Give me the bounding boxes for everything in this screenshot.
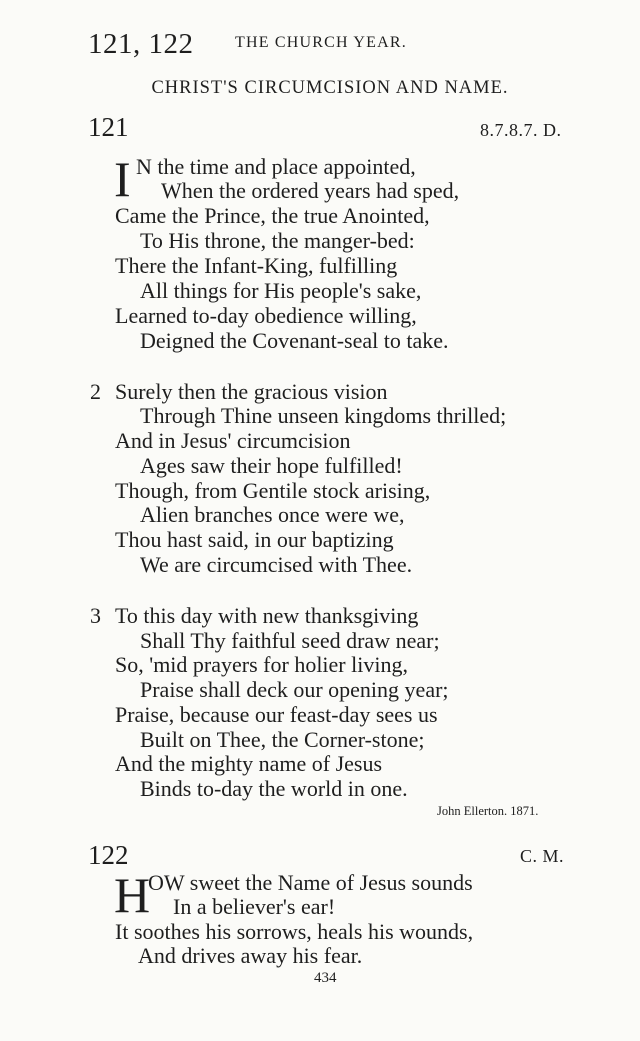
hymn-121-meter: 8.7.8.7. D. <box>480 120 562 140</box>
hymn-121-v1-line3: Came the Prince, the true Anointed, <box>115 203 430 228</box>
page-number: 434 <box>314 970 337 986</box>
hymn-121-v2-line2: Through Thine unseen kingdoms thrilled; <box>140 403 507 428</box>
hymn-121-v1-line5: There the Infant-King, fulfilling <box>115 253 398 278</box>
hymn-122-dropcap: H <box>114 867 151 923</box>
running-title: THE CHURCH YEAR. <box>235 34 407 51</box>
running-hymn-numbers: 121, 122 <box>88 28 194 60</box>
hymn-121-v2-line3: And in Jesus' circumcision <box>115 428 351 453</box>
hymn-122-meter: C. M. <box>520 846 565 866</box>
hymn-121-v3-line5: Praise, because our feast-day sees us <box>115 702 438 727</box>
section-title: CHRIST'S CIRCUMCISION AND NAME. <box>151 78 509 98</box>
hymn-121-v1-line1: N the time and place appointed, <box>136 154 416 179</box>
hymn-121-v3-line3: So, 'mid prayers for holier living, <box>115 652 408 677</box>
hymn-122-v1-line2: In a believer's ear! <box>173 894 336 919</box>
hymn-121-v3-line4: Praise shall deck our opening year; <box>140 677 449 702</box>
hymn-122-number: 122 <box>88 840 129 870</box>
hymn-121-v1-line7: Learned to-day obedience willing, <box>115 303 417 328</box>
hymn-121-dropcap: I <box>114 151 131 207</box>
hymn-121-v3-line6: Built on Thee, the Corner-stone; <box>140 727 425 752</box>
hymn-121-v2-line1: Surely then the gracious vision <box>115 379 388 404</box>
hymn-121-v2-line8: We are circumcised with Thee. <box>140 552 413 577</box>
hymn-121-verse3-number: 3 <box>90 603 101 628</box>
hymn-121-v3-line2: Shall Thy faithful seed draw near; <box>140 628 440 653</box>
hymn-121-v3-line1: To this day with new thanksgiving <box>115 603 419 628</box>
hymn-121-v3-line7: And the mighty name of Jesus <box>115 751 383 776</box>
hymn-122-v1-line1: OW sweet the Name of Jesus sounds <box>148 870 473 895</box>
hymn-121-v2-line5: Though, from Gentile stock arising, <box>115 478 431 503</box>
hymn-121-v3-line8: Binds to-day the world in one. <box>140 776 408 801</box>
hymn-121-verse2-number: 2 <box>90 379 101 404</box>
hymn-121-v1-line2: When the ordered years had sped, <box>161 178 460 203</box>
hymn-121-v2-line4: Ages saw their hope fulfilled! <box>140 453 403 478</box>
hymn-121-v2-line7: Thou hast said, in our baptizing <box>115 527 394 552</box>
hymn-121-v1-line8: Deigned the Covenant-seal to take. <box>140 328 449 353</box>
hymn-122-v1-line3: It soothes his sorrows, heals his wounds, <box>115 919 474 944</box>
hymn-121-v1-line4: To His throne, the manger-bed: <box>140 228 415 253</box>
hymn-122-v1-line4: And drives away his fear. <box>138 943 363 968</box>
hymn-121-v1-line6: All things for His people's sake, <box>140 278 422 303</box>
hymn-121-v2-line6: Alien branches once were we, <box>140 502 405 527</box>
hymn-121-author: John Ellerton. 1871. <box>437 804 539 818</box>
hymn-121-number: 121 <box>88 112 129 142</box>
